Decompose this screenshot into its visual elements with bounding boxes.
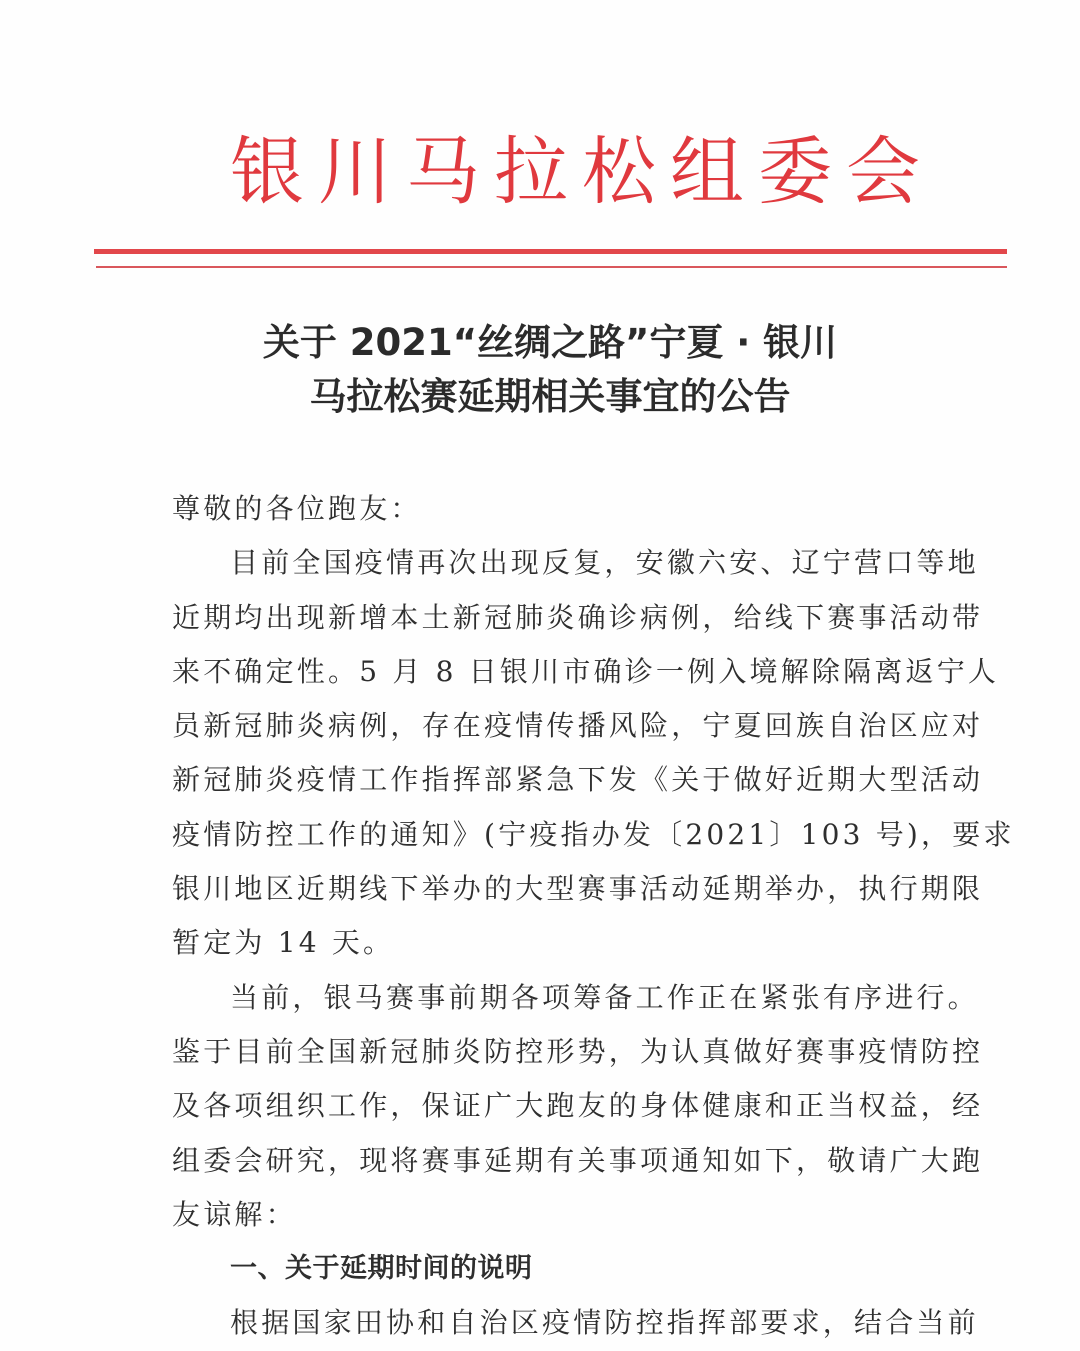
letterhead-rule-thin <box>96 266 1007 268</box>
paragraph-line: 组委会研究，现将赛事延期有关事项通知如下，敬请广大跑 <box>172 1143 984 1177</box>
paragraph-line: 根据国家田协和自治区疫情防控指挥部要求，结合当前 <box>230 1306 979 1340</box>
document-title-line-1: 关于 2021“丝绸之路”宁夏 · 银川 <box>262 321 838 364</box>
paragraph-line: 疫情防控工作的通知》(宁疫指办发〔2021〕103 号)，要求 <box>172 817 1015 851</box>
section-heading: 一、关于延期时间的说明 <box>230 1253 533 1285</box>
paragraph-line: 近期均出现新增本土新冠肺炎确诊病例，给线下赛事活动带 <box>172 600 984 634</box>
document-title-line-2: 马拉松赛延期相关事宜的公告 <box>309 375 791 418</box>
paragraph-line: 来不确定性。5 月 8 日银川市确诊一例入境解除隔离返宁人 <box>172 654 1000 688</box>
paragraph-line: 银川地区近期线下举办的大型赛事活动延期举办，执行期限 <box>172 872 984 906</box>
salutation: 尊敬的各位跑友： <box>172 492 422 525</box>
paragraph-line: 及各项组织工作，保证广大跑友的身体健康和正当权益，经 <box>172 1089 984 1123</box>
paragraph-line: 暂定为 14 天。 <box>172 926 395 960</box>
paragraph-line: 鉴于目前全国新冠肺炎防控形势，为认真做好赛事疫情防控 <box>172 1034 984 1068</box>
paragraph-2 <box>172 971 984 1242</box>
paragraph-1 <box>172 536 1015 970</box>
paragraph-line: 目前全国疫情再次出现反复，安徽六安、辽宁营口等地 <box>230 546 979 580</box>
document-title <box>170 316 930 424</box>
letterhead-organization: 银川马拉松组委会 <box>230 129 934 215</box>
section-1 <box>172 1242 979 1351</box>
paragraph-line: 友谅解： <box>172 1197 297 1231</box>
document-body <box>172 482 1015 1351</box>
paragraph-line: 新冠肺炎疫情工作指挥部紧急下发《关于做好近期大型活动 <box>172 763 984 797</box>
letterhead-rule-thick <box>94 249 1007 254</box>
paragraph-line: 员新冠肺炎病例，存在疫情传播风险，宁夏回族自治区应对 <box>172 709 984 743</box>
paragraph-line: 当前，银马赛事前期各项筹备工作正在紧张有序进行。 <box>230 980 979 1014</box>
